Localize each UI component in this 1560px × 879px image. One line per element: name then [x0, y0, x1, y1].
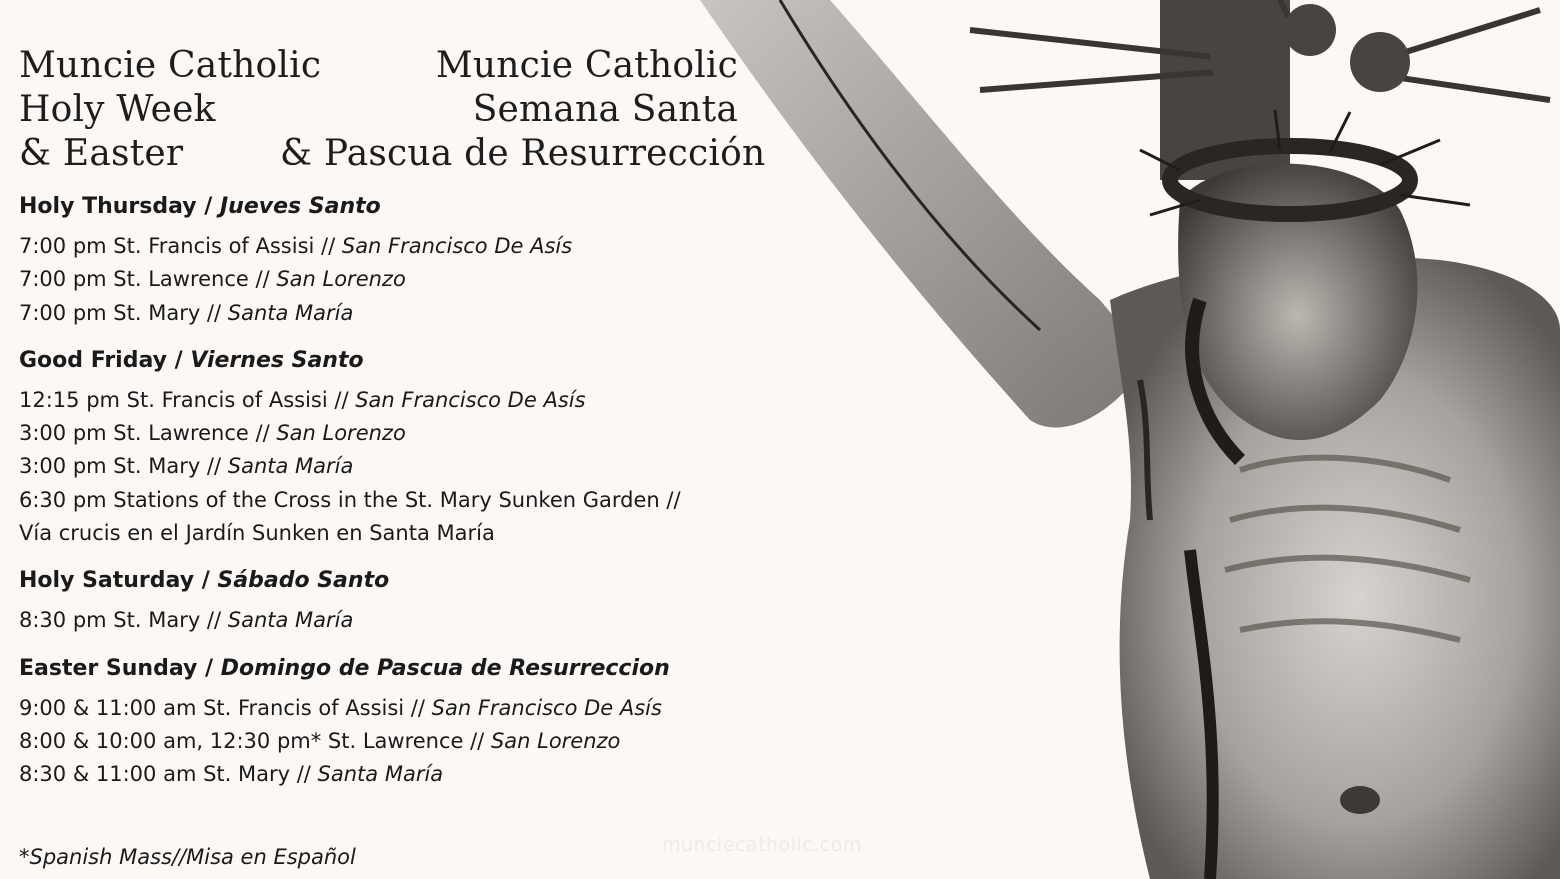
title-english — [19, 44, 321, 176]
title-es-line-1: Muncie Catholic — [435, 45, 738, 86]
crucifix-statue-image — [680, 0, 1560, 879]
website-watermark: munciecatholic.com — [662, 834, 862, 856]
schedule-entry: 7:00 pm St. Lawrence // San Lorenzo — [19, 267, 406, 292]
section-heading: Holy Saturday / Sábado Santo — [19, 568, 390, 594]
footnote-spanish-mass: *Spanish Mass//Misa en Español — [19, 845, 356, 869]
title-spanish — [280, 44, 766, 176]
title-en-line-1: Muncie Catholic — [19, 45, 322, 86]
schedule-entry: 8:30 & 11:00 am St. Mary // Santa María — [19, 762, 444, 787]
title-es-line-3: & Pascua de Resurrección — [280, 133, 766, 174]
section-heading: Holy Thursday / Jueves Santo — [19, 194, 381, 219]
section-heading: Easter Sunday / Domingo de Pascua de Resurreccion — [19, 655, 670, 681]
title-es-line-2: Semana Santa — [472, 89, 738, 130]
schedule-entry: 6:30 pm Stations of the Cross in the St. Mary Sunken Garden // — [19, 487, 681, 512]
schedule-entry: 7:00 pm St. Francis of Assisi // San Francisco De Asís — [19, 234, 573, 258]
schedule-entry: 12:15 pm St. Francis of Assisi // San Francisco De Asís — [19, 387, 586, 412]
schedule-entry: 9:00 & 11:00 am St. Francis of Assisi // San Francisco De Asís — [19, 695, 662, 720]
title-en-line-3: & Easter — [19, 133, 184, 174]
schedule-entry: Vía crucis en el Jardín Sunken en Santa María — [19, 521, 495, 546]
schedule-entry: 8:30 pm St. Mary // Santa María — [19, 608, 354, 633]
schedule-entry: 3:00 pm St. Lawrence // San Lorenzo — [19, 421, 406, 446]
schedule-entry: 7:00 pm St. Mary // Santa María — [19, 300, 354, 325]
title-en-line-2: Holy Week — [19, 89, 216, 130]
schedule-entry: 8:00 & 10:00 am, 12:30 pm* St. Lawrence // San Lorenzo — [19, 728, 621, 753]
section-heading: Good Friday / Viernes Santo — [19, 347, 364, 373]
schedule-entry: 3:00 pm St. Mary // Santa María — [19, 454, 354, 479]
